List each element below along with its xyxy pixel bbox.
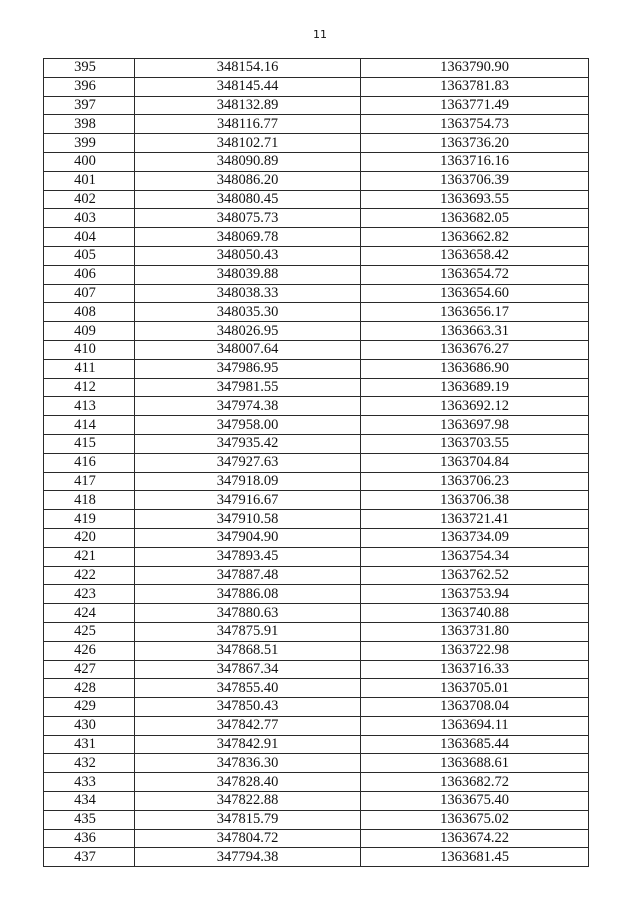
x-coordinate-cell: 348080.45 [135, 190, 361, 209]
table-row [44, 322, 589, 341]
y-coordinate-cell: 1363688.61 [361, 754, 589, 773]
point-number-cell: 434 [44, 792, 135, 811]
point-number-cell: 418 [44, 491, 135, 510]
point-number-cell: 403 [44, 209, 135, 228]
x-coordinate-cell: 348026.95 [135, 322, 361, 341]
y-coordinate-cell: 1363682.72 [361, 773, 589, 792]
table-row [44, 472, 589, 491]
y-coordinate-cell: 1363682.05 [361, 209, 589, 228]
table-row [44, 566, 589, 585]
y-coordinate-cell: 1363706.39 [361, 171, 589, 190]
point-number-cell: 429 [44, 698, 135, 717]
table-row [44, 284, 589, 303]
x-coordinate-cell: 348035.30 [135, 303, 361, 322]
table-row [44, 397, 589, 416]
point-number-cell: 415 [44, 434, 135, 453]
point-number-cell: 397 [44, 96, 135, 115]
table-row [44, 77, 589, 96]
point-number-cell: 409 [44, 322, 135, 341]
point-number-cell: 432 [44, 754, 135, 773]
y-coordinate-cell: 1363663.31 [361, 322, 589, 341]
y-coordinate-cell: 1363708.04 [361, 698, 589, 717]
x-coordinate-cell: 347893.45 [135, 547, 361, 566]
point-number-cell: 424 [44, 604, 135, 623]
x-coordinate-cell: 347875.91 [135, 622, 361, 641]
point-number-cell: 435 [44, 810, 135, 829]
x-coordinate-cell: 347974.38 [135, 397, 361, 416]
y-coordinate-cell: 1363676.27 [361, 340, 589, 359]
x-coordinate-cell: 348132.89 [135, 96, 361, 115]
table-row [44, 848, 589, 867]
x-coordinate-cell: 348145.44 [135, 77, 361, 96]
y-coordinate-cell: 1363790.90 [361, 59, 589, 78]
y-coordinate-cell: 1363731.80 [361, 622, 589, 641]
table-row [44, 810, 589, 829]
point-number-cell: 402 [44, 190, 135, 209]
y-coordinate-cell: 1363704.84 [361, 453, 589, 472]
table-row [44, 679, 589, 698]
y-coordinate-cell: 1363754.73 [361, 115, 589, 134]
table-row [44, 604, 589, 623]
x-coordinate-cell: 347916.67 [135, 491, 361, 510]
x-coordinate-cell: 347850.43 [135, 698, 361, 717]
x-coordinate-cell: 347804.72 [135, 829, 361, 848]
table-row [44, 303, 589, 322]
y-coordinate-cell: 1363703.55 [361, 434, 589, 453]
x-coordinate-cell: 347927.63 [135, 453, 361, 472]
table-row [44, 96, 589, 115]
x-coordinate-cell: 347855.40 [135, 679, 361, 698]
point-number-cell: 422 [44, 566, 135, 585]
point-number-cell: 404 [44, 228, 135, 247]
point-number-cell: 396 [44, 77, 135, 96]
table-row [44, 378, 589, 397]
y-coordinate-cell: 1363681.45 [361, 848, 589, 867]
point-number-cell: 433 [44, 773, 135, 792]
table-row [44, 773, 589, 792]
table-row [44, 115, 589, 134]
x-coordinate-cell: 347867.34 [135, 660, 361, 679]
y-coordinate-cell: 1363662.82 [361, 228, 589, 247]
y-coordinate-cell: 1363722.98 [361, 641, 589, 660]
x-coordinate-cell: 348039.88 [135, 265, 361, 284]
x-coordinate-cell: 347904.90 [135, 528, 361, 547]
table-row [44, 528, 589, 547]
y-coordinate-cell: 1363706.38 [361, 491, 589, 510]
coordinates-table-body [44, 59, 589, 867]
point-number-cell: 427 [44, 660, 135, 679]
table-row [44, 510, 589, 529]
x-coordinate-cell: 347887.48 [135, 566, 361, 585]
point-number-cell: 400 [44, 152, 135, 171]
table-row [44, 152, 589, 171]
y-coordinate-cell: 1363685.44 [361, 735, 589, 754]
table-row [44, 547, 589, 566]
point-number-cell: 405 [44, 246, 135, 265]
point-number-cell: 423 [44, 585, 135, 604]
table-row [44, 453, 589, 472]
x-coordinate-cell: 348038.33 [135, 284, 361, 303]
table-row [44, 359, 589, 378]
point-number-cell: 436 [44, 829, 135, 848]
x-coordinate-cell: 347842.91 [135, 735, 361, 754]
point-number-cell: 406 [44, 265, 135, 284]
x-coordinate-cell: 347935.42 [135, 434, 361, 453]
x-coordinate-cell: 348116.77 [135, 115, 361, 134]
x-coordinate-cell: 347958.00 [135, 416, 361, 435]
x-coordinate-cell: 347828.40 [135, 773, 361, 792]
x-coordinate-cell: 348069.78 [135, 228, 361, 247]
point-number-cell: 428 [44, 679, 135, 698]
y-coordinate-cell: 1363656.17 [361, 303, 589, 322]
y-coordinate-cell: 1363689.19 [361, 378, 589, 397]
point-number-cell: 420 [44, 528, 135, 547]
point-number-cell: 416 [44, 453, 135, 472]
table-row [44, 698, 589, 717]
point-number-cell: 413 [44, 397, 135, 416]
table-row [44, 209, 589, 228]
table-row [44, 491, 589, 510]
table-row [44, 716, 589, 735]
y-coordinate-cell: 1363716.33 [361, 660, 589, 679]
y-coordinate-cell: 1363734.09 [361, 528, 589, 547]
point-number-cell: 414 [44, 416, 135, 435]
x-coordinate-cell: 347822.88 [135, 792, 361, 811]
coordinates-table [43, 58, 589, 867]
y-coordinate-cell: 1363762.52 [361, 566, 589, 585]
x-coordinate-cell: 348007.64 [135, 340, 361, 359]
y-coordinate-cell: 1363694.11 [361, 716, 589, 735]
point-number-cell: 417 [44, 472, 135, 491]
point-number-cell: 419 [44, 510, 135, 529]
table-row [44, 228, 589, 247]
point-number-cell: 425 [44, 622, 135, 641]
y-coordinate-cell: 1363754.34 [361, 547, 589, 566]
x-coordinate-cell: 347918.09 [135, 472, 361, 491]
x-coordinate-cell: 348050.43 [135, 246, 361, 265]
point-number-cell: 411 [44, 359, 135, 378]
table-row [44, 59, 589, 78]
point-number-cell: 412 [44, 378, 135, 397]
point-number-cell: 410 [44, 340, 135, 359]
y-coordinate-cell: 1363716.16 [361, 152, 589, 171]
x-coordinate-cell: 347815.79 [135, 810, 361, 829]
x-coordinate-cell: 348075.73 [135, 209, 361, 228]
y-coordinate-cell: 1363736.20 [361, 134, 589, 153]
table-row [44, 585, 589, 604]
point-number-cell: 437 [44, 848, 135, 867]
table-row [44, 171, 589, 190]
y-coordinate-cell: 1363721.41 [361, 510, 589, 529]
point-number-cell: 431 [44, 735, 135, 754]
x-coordinate-cell: 347868.51 [135, 641, 361, 660]
table-row [44, 265, 589, 284]
x-coordinate-cell: 348102.71 [135, 134, 361, 153]
x-coordinate-cell: 347986.95 [135, 359, 361, 378]
point-number-cell: 421 [44, 547, 135, 566]
point-number-cell: 401 [44, 171, 135, 190]
table-row [44, 246, 589, 265]
x-coordinate-cell: 348086.20 [135, 171, 361, 190]
x-coordinate-cell: 348154.16 [135, 59, 361, 78]
table-row [44, 622, 589, 641]
y-coordinate-cell: 1363686.90 [361, 359, 589, 378]
point-number-cell: 426 [44, 641, 135, 660]
table-row [44, 792, 589, 811]
table-row [44, 641, 589, 660]
table-row [44, 660, 589, 679]
x-coordinate-cell: 347842.77 [135, 716, 361, 735]
table-row [44, 134, 589, 153]
table-row [44, 735, 589, 754]
y-coordinate-cell: 1363781.83 [361, 77, 589, 96]
point-number-cell: 430 [44, 716, 135, 735]
table-row [44, 754, 589, 773]
point-number-cell: 408 [44, 303, 135, 322]
x-coordinate-cell: 347886.08 [135, 585, 361, 604]
y-coordinate-cell: 1363697.98 [361, 416, 589, 435]
x-coordinate-cell: 348090.89 [135, 152, 361, 171]
x-coordinate-cell: 347880.63 [135, 604, 361, 623]
point-number-cell: 395 [44, 59, 135, 78]
y-coordinate-cell: 1363654.72 [361, 265, 589, 284]
x-coordinate-cell: 347981.55 [135, 378, 361, 397]
table-row [44, 416, 589, 435]
x-coordinate-cell: 347910.58 [135, 510, 361, 529]
y-coordinate-cell: 1363692.12 [361, 397, 589, 416]
x-coordinate-cell: 347794.38 [135, 848, 361, 867]
point-number-cell: 399 [44, 134, 135, 153]
y-coordinate-cell: 1363706.23 [361, 472, 589, 491]
table-row [44, 190, 589, 209]
y-coordinate-cell: 1363753.94 [361, 585, 589, 604]
point-number-cell: 398 [44, 115, 135, 134]
y-coordinate-cell: 1363654.60 [361, 284, 589, 303]
y-coordinate-cell: 1363675.40 [361, 792, 589, 811]
y-coordinate-cell: 1363740.88 [361, 604, 589, 623]
x-coordinate-cell: 347836.30 [135, 754, 361, 773]
y-coordinate-cell: 1363658.42 [361, 246, 589, 265]
page-number: 11 [313, 28, 327, 41]
y-coordinate-cell: 1363693.55 [361, 190, 589, 209]
table-row [44, 434, 589, 453]
y-coordinate-cell: 1363771.49 [361, 96, 589, 115]
y-coordinate-cell: 1363674.22 [361, 829, 589, 848]
table-row [44, 340, 589, 359]
y-coordinate-cell: 1363675.02 [361, 810, 589, 829]
point-number-cell: 407 [44, 284, 135, 303]
y-coordinate-cell: 1363705.01 [361, 679, 589, 698]
table-row [44, 829, 589, 848]
